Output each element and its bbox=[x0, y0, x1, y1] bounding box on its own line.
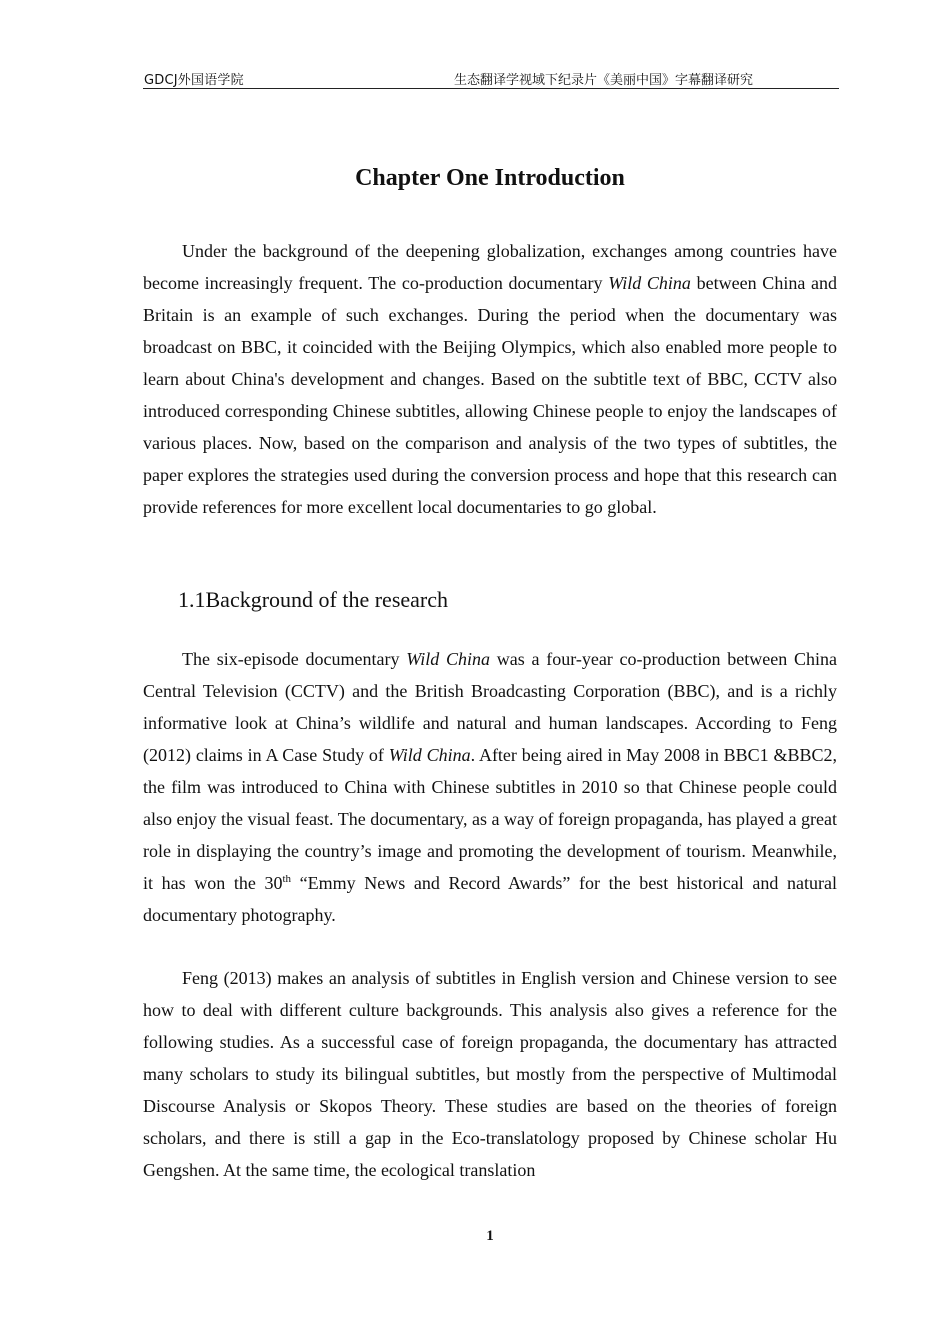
background-text-2: was a four-year co-production between China Central Television (CCTV) and the British Broadcasting Corporation (BBC), and is a richly informative look at China’s wildlife and natural and human landscapes. According to Feng (2012) claims in A Case Study of bbox=[143, 649, 837, 765]
header-thesis-title: 生态翻译学视域下纪录片《美丽中国》字幕翻译研究 bbox=[454, 73, 754, 88]
documentary-title: Wild China bbox=[388, 745, 471, 765]
background-paragraph-2 bbox=[143, 962, 837, 1186]
documentary-title: Wild China bbox=[406, 649, 490, 669]
intro-text-2: between China and Britain is an example of such exchanges. During the period when the documentary was broadcast on BBC, it coincided with the Beijing Olympics, which also enabled more people to learn about China's development and changes. Based on the subtitle text of BBC, CCTV also introduced corresponding Chinese subtitles, allowing Chinese people to enjoy the landscapes of various places. Now, based on the comparison and analysis of the two types of subtitles, the paper explores the strategies used during the conversion process and hope that this research can provide references for more excellent local documentaries to go global. bbox=[143, 273, 837, 517]
page-number: 1 bbox=[486, 1228, 494, 1244]
header-institution: GDCJ外国语学院 bbox=[144, 73, 244, 88]
chapter-title: Chapter One Introduction bbox=[355, 165, 625, 191]
background-text-3: . After being aired in May 2008 in BBC1 &BBC2, the film was introduced to China with Chinese subtitles in 2010 so that Chinese people could also enjoy the visual feast. The documentary, as a way of foreign propaganda, has played a great role in displaying the country’s image and promoting the development of tourism. Meanwhile, it has won the 30 bbox=[143, 745, 838, 893]
intro-paragraph bbox=[143, 235, 837, 523]
background-text-5: Feng (2013) makes an analysis of subtitles in English version and Chinese version to see how to deal with different culture backgrounds. This analysis also gives a reference for the following studies. As a successful case of foreign propaganda, the documentary has attracted many scholars to study its bilingual subtitles, but mostly from the perspective of Multimodal Discourse Analysis or Skopos Theory. These studies are based on the theories of foreign scholars, and there is still a gap in the Eco-translatology proposed by Chinese scholar Hu Gengshen. At the same time, the ecological translation bbox=[143, 968, 837, 1180]
ordinal-superscript: th bbox=[282, 873, 292, 885]
documentary-title: Wild China bbox=[608, 273, 691, 293]
section-heading: 1.1Background of the research bbox=[178, 587, 449, 612]
intro-text-1: Under the background of the deepening globalization, exchanges among countries have become increasingly frequent. The co-production documentary bbox=[143, 241, 837, 293]
background-paragraph-1 bbox=[143, 643, 837, 931]
page-header bbox=[143, 64, 839, 89]
background-text-1: The six-episode documentary bbox=[182, 649, 407, 669]
background-text-4: “Emmy News and Record Awards” for the best historical and natural documentary photography. bbox=[143, 873, 837, 925]
